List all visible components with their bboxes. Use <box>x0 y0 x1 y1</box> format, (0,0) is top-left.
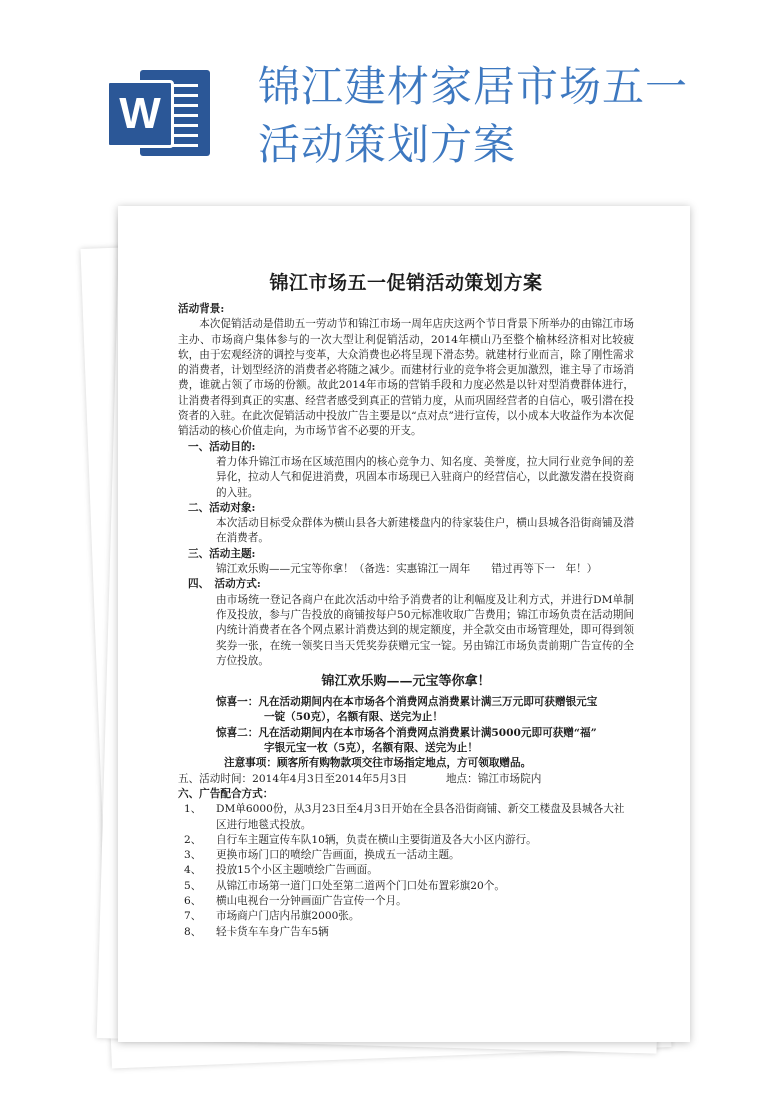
method-heading: 四、 活动方式: <box>188 578 261 591</box>
audience-heading: 二、活动对象: <box>188 501 256 514</box>
list-item: 5、 从锦江市场第一道门口处至第二道两个门口处布置彩旗20个。 <box>184 879 505 892</box>
list-item: 8、 轻卡货车车身广告车5辆 <box>184 925 329 938</box>
page-title-line-2: 活动策划方案 <box>258 120 517 169</box>
purpose-heading: 一、活动目的: <box>188 440 256 453</box>
ads-list <box>178 802 634 940</box>
list-item: 4、 投放15个小区主题喷绘广告画面。 <box>184 864 378 877</box>
purpose-body: 着力体升锦江市场在区域范围内的核心竞争力、知名度、美誉度，拉大同行业竞争间的差异化，拉动人气和促进消费，巩固本市场现已入驻商户的经营信心，以此激发潜在投资商的入驻。 <box>216 455 634 499</box>
document-title: 锦江市场五一促销活动策划方案 <box>269 272 543 294</box>
audience-body: 本次活动目标受众群体为横山县各大新建楼盘内的待家装住户，横山县城各沿街商铺及潜在消费者。 <box>216 517 634 545</box>
list-item: 7、 市场商户门店内吊旗2000张。 <box>184 910 360 923</box>
surprise-1-line-1: 惊喜一：凡在活动期间内在本市场各个消费网点消费累计满三万元即可获赠银元宝 <box>216 696 598 709</box>
background-heading: 活动背景: <box>178 303 225 315</box>
surprise-1 <box>178 695 634 726</box>
page-title-line-1: 锦江建材家居市场五一 <box>258 62 689 111</box>
time-label: 五、活动时间：2014年4月3日至2014年5月3日 <box>178 772 408 785</box>
list-item: 6、 横山电视台一分钟画面广告宣传一个月。 <box>184 894 407 907</box>
slogan: 锦江欢乐购——元宝等你拿！ <box>321 674 491 690</box>
word-letter-badge: W <box>106 80 174 148</box>
list-item: 2、 自行车主题宣传车队10辆，负责在横山主要街道及各大小区内游行。 <box>184 833 537 846</box>
time-row <box>178 772 634 787</box>
word-doc-icon <box>106 70 210 156</box>
method-body: 由市场统一登记各商户在此次活动中给予消费者的让利幅度及让利方式，并进行DM单制作及投放，参与广告投放的商铺按每户50元标准收取广告费用；锦江市场负责在活动期间内统计消费者在各个网点累计消费达到的规定额度，并全款交由市场管理处，即可得到领奖券一张，在统一领奖日当天凭奖券获赠元宝一锭。另由锦江市场负责前期广告宣传的全方位投放。 <box>216 593 634 667</box>
notice: 注意事项：顾客所有购物款项交往市场指定地点，方可领取赠品。 <box>224 757 532 770</box>
ads-heading: 六、广告配合方式： <box>178 787 274 800</box>
background-text: 本次促销活动是借助五一劳动节和锦江市场一周年店庆这两个节日背景下所举办的由锦江市场主办、市场商户集体参与的一次大型让利促销活动，2014年横山乃至整个榆林经济相对比较疲软，由于宏观经济的调控与变革，大众消费也必将呈现下滑态势。就建材行业而言，除了刚性需求的消费者，计划型经济的消费者必将随之减少。而建材行业的竞争将会更加激烈，谁主导了市场消费，谁就占领了市场的份额。故此2014年市场的营销手段和力度必然是以针对型消费群体进行，让消费者得到真正的实惠、经营者感受到真正的营销力度，从而巩固经营者的自信心，吸引潜在投资者的入驻。在此次促销活动中投放广告主要是以“点对点”进行宣传，以小成本大收益作为本次促销活动的核心价值走向，为市场节省不必要的开支。 <box>178 318 634 438</box>
surprise-2-line-1: 惊喜二：凡在活动期间内在本市场各个消费网点消费累计满5000元即可获赠“福” <box>216 726 597 739</box>
surprise-2 <box>178 726 634 757</box>
theme-heading: 三、活动主题: <box>188 547 256 560</box>
document-body <box>178 268 634 940</box>
page-title <box>258 58 758 174</box>
theme-body: 锦江欢乐购——元宝等你拿！（备选：实惠锦江一周年 错过再等下一 年！） <box>216 563 598 576</box>
location-label: 地点：锦江市场院内 <box>445 772 542 785</box>
surprise-1-line-2: 一锭（50克），名额有限、送完为止！ <box>264 711 443 724</box>
list-item: 1、 DM单6000份，从3月23日至4月3日开始在全县各沿街商铺、新交工楼盘及县城各大社区进行地毯式投放。 <box>184 803 625 831</box>
surprise-2-line-2: 字银元宝一枚（5克），名额有限、送完为止！ <box>264 742 478 755</box>
list-item: 3、 更换市场门口的喷绘广告画面，换成五一活动主题。 <box>184 849 460 862</box>
